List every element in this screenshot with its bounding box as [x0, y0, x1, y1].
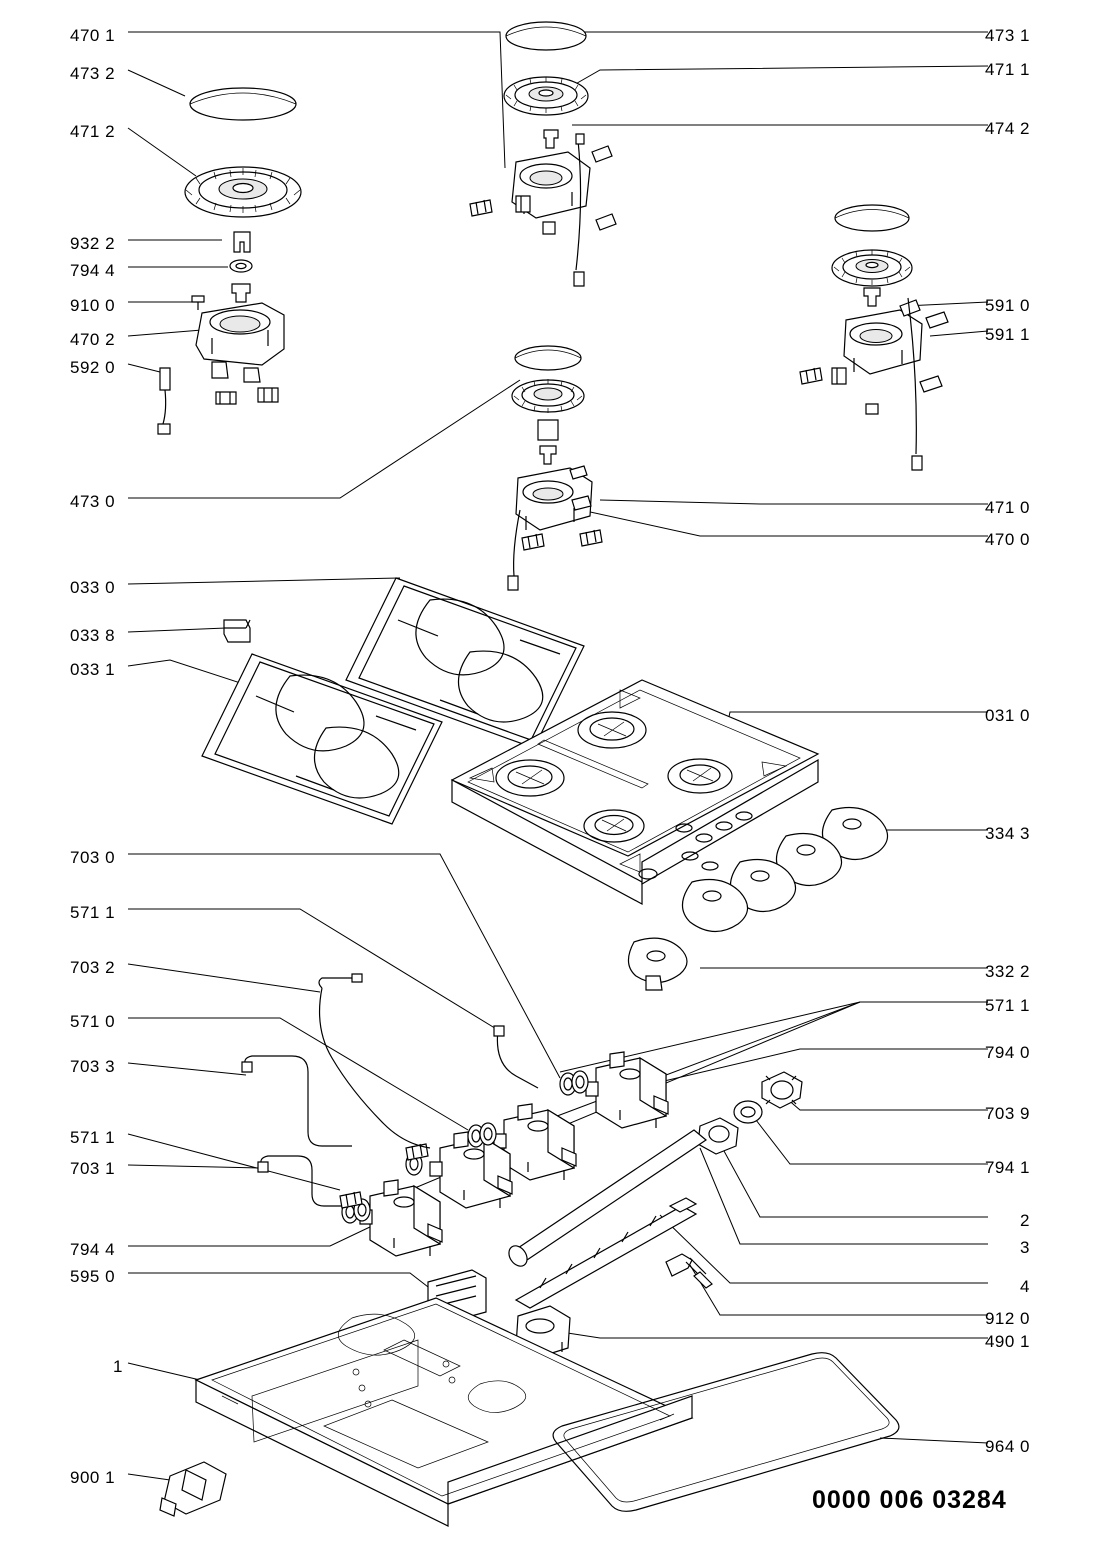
- label-4: 4: [1020, 1277, 1030, 1296]
- label-473-0: 473 0: [70, 492, 116, 511]
- label-591-1: 591 1: [984, 325, 1030, 344]
- label-571-1-b: 571 1: [70, 1128, 116, 1147]
- label-703-0: 703 0: [70, 848, 116, 867]
- label-471-2: 471 2: [70, 122, 116, 141]
- label-033-8: 033 8: [70, 626, 116, 645]
- label-033-1: 033 1: [70, 660, 116, 679]
- label-471-1: 471 1: [984, 60, 1030, 79]
- label-794-1: 794 1: [984, 1158, 1030, 1177]
- label-033-0: 033 0: [70, 578, 116, 597]
- label-932-2: 932 2: [70, 234, 116, 253]
- part-number: 0000 006 03284: [812, 1486, 1007, 1514]
- label-474-2: 474 2: [984, 119, 1030, 138]
- label-794-4-upper: 794 4: [70, 261, 116, 280]
- label-703-2: 703 2: [70, 958, 116, 977]
- label-703-9: 703 9: [984, 1104, 1030, 1123]
- label-470-2: 470 2: [70, 330, 116, 349]
- label-3: 3: [1020, 1238, 1030, 1257]
- label-332-2: 332 2: [984, 962, 1030, 981]
- label-571-1-a: 571 1: [70, 903, 116, 922]
- label-794-0: 794 0: [984, 1043, 1030, 1062]
- label-470-1: 470 1: [70, 26, 116, 45]
- label-470-0: 470 0: [984, 530, 1030, 549]
- label-334-3: 334 3: [984, 824, 1030, 843]
- label-473-2: 473 2: [70, 64, 116, 83]
- label-900-1: 900 1: [70, 1468, 116, 1487]
- label-571-0: 571 0: [70, 1012, 116, 1031]
- label-031-0: 031 0: [984, 706, 1030, 725]
- label-571-1-c: 571 1: [984, 996, 1030, 1015]
- label-490-1: 490 1: [984, 1332, 1030, 1351]
- label-703-1: 703 1: [70, 1159, 116, 1178]
- label-910-0: 910 0: [70, 296, 116, 315]
- label-471-0: 471 0: [984, 498, 1030, 517]
- label-964-0: 964 0: [984, 1437, 1030, 1456]
- label-592-0: 592 0: [70, 358, 116, 377]
- label-794-4-lower: 794 4: [70, 1240, 116, 1259]
- label-1: 1: [113, 1357, 123, 1376]
- label-595-0: 595 0: [70, 1267, 116, 1286]
- label-2: 2: [1020, 1211, 1030, 1230]
- label-473-1: 473 1: [984, 26, 1030, 45]
- label-912-0: 912 0: [984, 1309, 1030, 1328]
- label-703-3: 703 3: [70, 1057, 116, 1076]
- label-591-0: 591 0: [984, 296, 1030, 315]
